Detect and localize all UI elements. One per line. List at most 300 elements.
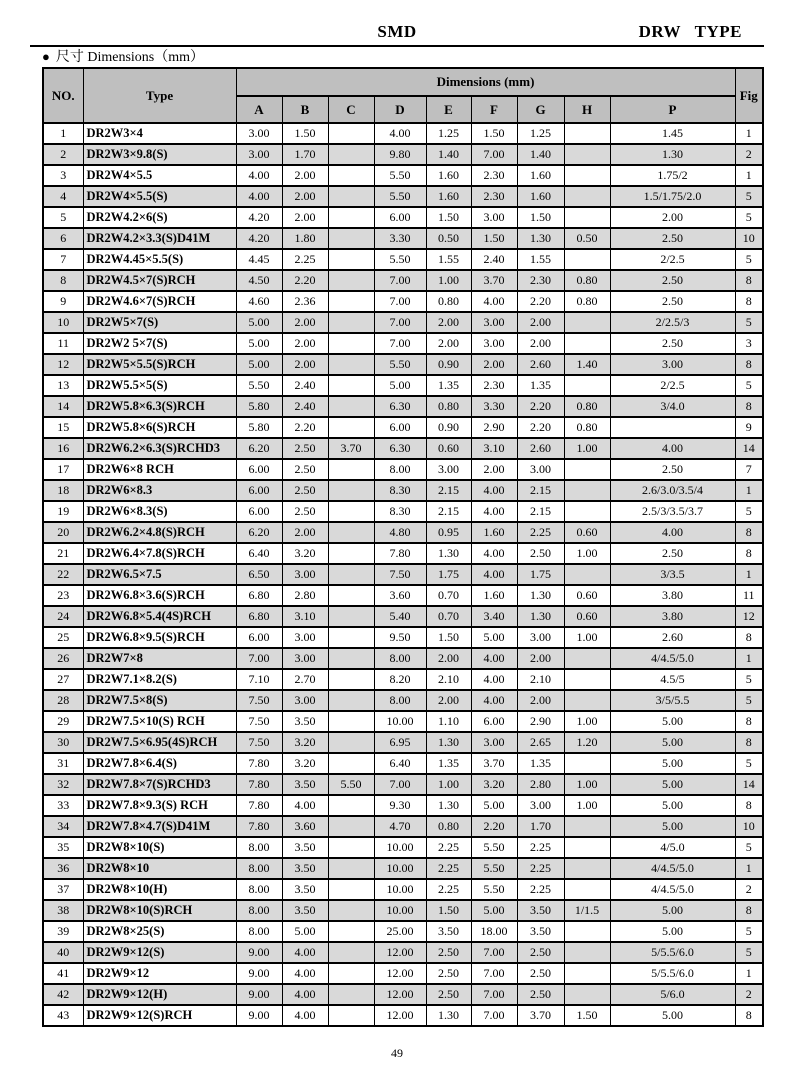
cell-g: 1.70 — [517, 816, 564, 837]
cell-g: 2.10 — [517, 669, 564, 690]
cell-fig: 1 — [735, 123, 763, 144]
cell-fig: 1 — [735, 963, 763, 984]
cell-d: 8.20 — [374, 669, 426, 690]
cell-no: 37 — [43, 879, 83, 900]
cell-c — [328, 522, 374, 543]
cell-type: DR2W9×12(H) — [83, 984, 236, 1005]
cell-d: 10.00 — [374, 711, 426, 732]
cell-type: DR2W5.5×5(S) — [83, 375, 236, 396]
cell-g: 2.50 — [517, 543, 564, 564]
cell-e: 2.25 — [426, 858, 471, 879]
table-row — [43, 732, 763, 753]
cell-b: 3.00 — [282, 690, 328, 711]
cell-c — [328, 564, 374, 585]
table-row — [43, 417, 763, 438]
cell-fig: 1 — [735, 564, 763, 585]
cell-type: DR2W4×5.5(S) — [83, 186, 236, 207]
cell-type: DR2W7.5×8(S) — [83, 690, 236, 711]
cell-a: 5.00 — [236, 354, 282, 375]
cell-a: 5.00 — [236, 333, 282, 354]
cell-g: 1.35 — [517, 753, 564, 774]
table-row — [43, 1005, 763, 1026]
cell-e: 1.60 — [426, 186, 471, 207]
cell-h — [564, 333, 610, 354]
cell-e: 2.50 — [426, 984, 471, 1005]
cell-b: 4.00 — [282, 984, 328, 1005]
cell-b: 1.50 — [282, 123, 328, 144]
cell-fig: 5 — [735, 375, 763, 396]
page-header — [30, 22, 764, 44]
cell-e: 0.90 — [426, 417, 471, 438]
cell-d: 12.00 — [374, 963, 426, 984]
cell-fig: 8 — [735, 1005, 763, 1026]
cell-f: 4.00 — [471, 690, 517, 711]
cell-p: 2.50 — [610, 291, 735, 312]
table-row — [43, 522, 763, 543]
cell-fig: 8 — [735, 354, 763, 375]
cell-b: 3.20 — [282, 543, 328, 564]
cell-b: 2.20 — [282, 270, 328, 291]
cell-no: 36 — [43, 858, 83, 879]
cell-h: 1.00 — [564, 795, 610, 816]
cell-a: 3.00 — [236, 144, 282, 165]
cell-g: 1.40 — [517, 144, 564, 165]
cell-a: 7.50 — [236, 732, 282, 753]
table-row — [43, 396, 763, 417]
cell-fig: 9 — [735, 417, 763, 438]
cell-type: DR2W4.2×6(S) — [83, 207, 236, 228]
cell-p: 3/4.0 — [610, 396, 735, 417]
section-title-text: 尺寸 Dimensions（mm） — [55, 50, 205, 65]
cell-d: 10.00 — [374, 879, 426, 900]
cell-e: 0.95 — [426, 522, 471, 543]
cell-h: 1.00 — [564, 543, 610, 564]
cell-p: 1.45 — [610, 123, 735, 144]
cell-type: DR2W7.5×6.95(4S)RCH — [83, 732, 236, 753]
cell-p: 2/2.5/3 — [610, 312, 735, 333]
cell-no: 5 — [43, 207, 83, 228]
cell-e: 0.50 — [426, 228, 471, 249]
cell-c — [328, 690, 374, 711]
cell-b: 3.00 — [282, 627, 328, 648]
cell-p: 5/5.5/6.0 — [610, 942, 735, 963]
cell-h: 1.00 — [564, 774, 610, 795]
cell-h — [564, 207, 610, 228]
cell-h — [564, 144, 610, 165]
cell-type: DR2W7.8×6.4(S) — [83, 753, 236, 774]
cell-f: 2.30 — [471, 165, 517, 186]
cell-b: 1.80 — [282, 228, 328, 249]
cell-c — [328, 711, 374, 732]
cell-no: 32 — [43, 774, 83, 795]
cell-c — [328, 984, 374, 1005]
cell-e: 0.80 — [426, 816, 471, 837]
cell-d: 6.30 — [374, 438, 426, 459]
cell-c — [328, 354, 374, 375]
header-group-row — [43, 68, 763, 96]
cell-p: 5/6.0 — [610, 984, 735, 1005]
cell-fig: 8 — [735, 795, 763, 816]
cell-f: 4.00 — [471, 543, 517, 564]
cell-h — [564, 186, 610, 207]
cell-p — [610, 417, 735, 438]
table-row — [43, 375, 763, 396]
cell-d: 7.00 — [374, 291, 426, 312]
cell-c — [328, 543, 374, 564]
cell-no: 29 — [43, 711, 83, 732]
cell-b: 3.50 — [282, 774, 328, 795]
cell-p: 4.5/5 — [610, 669, 735, 690]
cell-b: 2.50 — [282, 459, 328, 480]
cell-d: 12.00 — [374, 942, 426, 963]
cell-a: 6.00 — [236, 627, 282, 648]
cell-no: 34 — [43, 816, 83, 837]
cell-f: 2.00 — [471, 459, 517, 480]
cell-h — [564, 690, 610, 711]
table-row — [43, 669, 763, 690]
cell-type: DR2W6.8×3.6(S)RCH — [83, 585, 236, 606]
cell-c — [328, 165, 374, 186]
cell-e: 1.00 — [426, 774, 471, 795]
cell-p: 2.5/3/3.5/3.7 — [610, 501, 735, 522]
cell-d: 7.80 — [374, 543, 426, 564]
cell-b: 2.25 — [282, 249, 328, 270]
cell-c — [328, 228, 374, 249]
cell-p: 2.00 — [610, 207, 735, 228]
cell-g: 2.00 — [517, 312, 564, 333]
cell-e: 1.40 — [426, 144, 471, 165]
cell-type: DR2W6×8 RCH — [83, 459, 236, 480]
cell-g: 2.00 — [517, 648, 564, 669]
cell-type: DR2W3×9.8(S) — [83, 144, 236, 165]
cell-c — [328, 480, 374, 501]
cell-h: 1.00 — [564, 711, 610, 732]
cell-p: 1.30 — [610, 144, 735, 165]
cell-d: 5.40 — [374, 606, 426, 627]
table-row — [43, 858, 763, 879]
cell-fig: 8 — [735, 543, 763, 564]
cell-c — [328, 795, 374, 816]
cell-no: 18 — [43, 480, 83, 501]
cell-type: DR2W7.1×8.2(S) — [83, 669, 236, 690]
cell-p: 5.00 — [610, 774, 735, 795]
cell-a: 6.40 — [236, 543, 282, 564]
cell-no: 17 — [43, 459, 83, 480]
cell-d: 3.30 — [374, 228, 426, 249]
cell-f: 4.00 — [471, 291, 517, 312]
cell-no: 14 — [43, 396, 83, 417]
cell-f: 3.00 — [471, 312, 517, 333]
cell-e: 2.50 — [426, 942, 471, 963]
cell-p: 2.6/3.0/3.5/4 — [610, 480, 735, 501]
cell-c — [328, 312, 374, 333]
cell-p: 2.50 — [610, 228, 735, 249]
table-row — [43, 648, 763, 669]
cell-type: DR2W6.8×9.5(S)RCH — [83, 627, 236, 648]
dim-column-header: G — [517, 96, 564, 123]
cell-h — [564, 963, 610, 984]
cell-d: 12.00 — [374, 984, 426, 1005]
table-row — [43, 123, 763, 144]
cell-p: 3/5/5.5 — [610, 690, 735, 711]
cell-p: 3.80 — [610, 585, 735, 606]
cell-h: 1.00 — [564, 627, 610, 648]
cell-p: 2.50 — [610, 270, 735, 291]
header-center-title: SMD — [377, 22, 417, 41]
cell-b: 1.70 — [282, 144, 328, 165]
cell-no: 31 — [43, 753, 83, 774]
cell-c — [328, 921, 374, 942]
cell-c — [328, 249, 374, 270]
cell-fig: 14 — [735, 438, 763, 459]
cell-f: 7.00 — [471, 942, 517, 963]
cell-d: 12.00 — [374, 1005, 426, 1026]
cell-type: DR2W6.4×7.8(S)RCH — [83, 543, 236, 564]
table-row — [43, 144, 763, 165]
cell-b: 2.80 — [282, 585, 328, 606]
cell-f: 2.30 — [471, 186, 517, 207]
cell-no: 30 — [43, 732, 83, 753]
cell-no: 43 — [43, 1005, 83, 1026]
cell-fig: 8 — [735, 396, 763, 417]
cell-no: 23 — [43, 585, 83, 606]
cell-b: 2.00 — [282, 186, 328, 207]
cell-fig: 5 — [735, 942, 763, 963]
cell-p: 5.00 — [610, 753, 735, 774]
table-row — [43, 480, 763, 501]
table-row — [43, 207, 763, 228]
cell-g: 2.80 — [517, 774, 564, 795]
cell-fig: 11 — [735, 585, 763, 606]
cell-p: 5.00 — [610, 900, 735, 921]
cell-d: 4.00 — [374, 123, 426, 144]
cell-b: 2.50 — [282, 480, 328, 501]
cell-h — [564, 123, 610, 144]
cell-g: 2.20 — [517, 291, 564, 312]
column-header-fig: Fig — [735, 68, 763, 123]
cell-a: 8.00 — [236, 879, 282, 900]
cell-d: 10.00 — [374, 837, 426, 858]
cell-b: 3.20 — [282, 753, 328, 774]
cell-g: 2.15 — [517, 480, 564, 501]
cell-p: 1.75/2 — [610, 165, 735, 186]
cell-fig: 1 — [735, 165, 763, 186]
cell-a: 6.20 — [236, 522, 282, 543]
cell-p: 5.00 — [610, 795, 735, 816]
cell-e: 1.55 — [426, 249, 471, 270]
cell-d: 9.80 — [374, 144, 426, 165]
cell-p: 4.00 — [610, 438, 735, 459]
cell-fig: 5 — [735, 207, 763, 228]
cell-no: 41 — [43, 963, 83, 984]
cell-a: 6.50 — [236, 564, 282, 585]
cell-d: 5.00 — [374, 375, 426, 396]
cell-no: 22 — [43, 564, 83, 585]
cell-type: DR2W5.8×6(S)RCH — [83, 417, 236, 438]
cell-f: 7.00 — [471, 1005, 517, 1026]
cell-g: 2.50 — [517, 963, 564, 984]
cell-g: 2.25 — [517, 879, 564, 900]
cell-a: 9.00 — [236, 984, 282, 1005]
table-row — [43, 984, 763, 1005]
cell-fig: 5 — [735, 249, 763, 270]
cell-b: 2.00 — [282, 333, 328, 354]
cell-g: 1.30 — [517, 228, 564, 249]
cell-e: 3.00 — [426, 459, 471, 480]
cell-f: 3.70 — [471, 753, 517, 774]
table-row — [43, 186, 763, 207]
cell-e: 1.50 — [426, 627, 471, 648]
cell-c — [328, 585, 374, 606]
cell-g: 1.25 — [517, 123, 564, 144]
cell-f: 2.40 — [471, 249, 517, 270]
cell-p: 3/3.5 — [610, 564, 735, 585]
cell-fig: 5 — [735, 312, 763, 333]
cell-e: 1.30 — [426, 543, 471, 564]
cell-a: 5.80 — [236, 396, 282, 417]
cell-c — [328, 417, 374, 438]
cell-p: 2.50 — [610, 333, 735, 354]
cell-no: 12 — [43, 354, 83, 375]
cell-fig: 8 — [735, 627, 763, 648]
cell-d: 8.00 — [374, 690, 426, 711]
cell-no: 42 — [43, 984, 83, 1005]
cell-no: 4 — [43, 186, 83, 207]
cell-fig: 10 — [735, 228, 763, 249]
cell-type: DR2W9×12 — [83, 963, 236, 984]
cell-e: 1.00 — [426, 270, 471, 291]
cell-f: 4.00 — [471, 501, 517, 522]
cell-e: 0.90 — [426, 354, 471, 375]
cell-e: 1.35 — [426, 375, 471, 396]
table-row — [43, 879, 763, 900]
cell-h — [564, 837, 610, 858]
cell-d: 9.50 — [374, 627, 426, 648]
cell-b: 5.00 — [282, 921, 328, 942]
cell-p: 5.00 — [610, 711, 735, 732]
cell-c — [328, 837, 374, 858]
cell-p: 5.00 — [610, 816, 735, 837]
cell-p: 2/2.5 — [610, 249, 735, 270]
cell-fig: 8 — [735, 291, 763, 312]
cell-h — [564, 165, 610, 186]
cell-e: 2.50 — [426, 963, 471, 984]
cell-type: DR2W4.45×5.5(S) — [83, 249, 236, 270]
table-row — [43, 963, 763, 984]
table-row — [43, 627, 763, 648]
cell-no: 28 — [43, 690, 83, 711]
column-header-type: Type — [83, 68, 236, 123]
cell-h — [564, 564, 610, 585]
page-number: 49 — [391, 1046, 403, 1060]
cell-fig: 1 — [735, 858, 763, 879]
cell-p: 4/4.5/5.0 — [610, 879, 735, 900]
cell-no: 26 — [43, 648, 83, 669]
cell-g: 1.60 — [517, 186, 564, 207]
cell-a: 9.00 — [236, 942, 282, 963]
cell-b: 4.00 — [282, 795, 328, 816]
cell-b: 2.50 — [282, 438, 328, 459]
cell-e: 1.50 — [426, 207, 471, 228]
cell-b: 4.00 — [282, 1005, 328, 1026]
cell-e: 1.25 — [426, 123, 471, 144]
table-body — [43, 123, 763, 1026]
cell-no: 8 — [43, 270, 83, 291]
table-row — [43, 942, 763, 963]
cell-type: DR2W6.2×6.3(S)RCHD3 — [83, 438, 236, 459]
cell-type: DR2W4×5.5 — [83, 165, 236, 186]
cell-c — [328, 459, 374, 480]
cell-g: 2.90 — [517, 711, 564, 732]
cell-f: 5.50 — [471, 837, 517, 858]
table-row — [43, 333, 763, 354]
cell-h — [564, 249, 610, 270]
cell-g: 2.65 — [517, 732, 564, 753]
cell-f: 3.70 — [471, 270, 517, 291]
cell-c — [328, 396, 374, 417]
cell-b: 2.50 — [282, 501, 328, 522]
cell-c — [328, 375, 374, 396]
table-row — [43, 900, 763, 921]
cell-fig: 12 — [735, 606, 763, 627]
cell-fig: 3 — [735, 333, 763, 354]
cell-h: 0.50 — [564, 228, 610, 249]
cell-fig: 8 — [735, 711, 763, 732]
cell-type: DR2W5.8×6.3(S)RCH — [83, 396, 236, 417]
cell-e: 1.60 — [426, 165, 471, 186]
cell-no: 38 — [43, 900, 83, 921]
dim-column-header: F — [471, 96, 517, 123]
cell-d: 10.00 — [374, 858, 426, 879]
cell-no: 21 — [43, 543, 83, 564]
dim-column-header: P — [610, 96, 735, 123]
table-row — [43, 837, 763, 858]
cell-type: DR2W8×10 — [83, 858, 236, 879]
cell-c — [328, 732, 374, 753]
cell-c — [328, 753, 374, 774]
cell-no: 33 — [43, 795, 83, 816]
cell-h — [564, 753, 610, 774]
dimensions-table — [42, 67, 764, 1027]
cell-p: 4/5.0 — [610, 837, 735, 858]
cell-f: 4.00 — [471, 648, 517, 669]
cell-g: 2.15 — [517, 501, 564, 522]
cell-f: 2.00 — [471, 354, 517, 375]
cell-a: 7.10 — [236, 669, 282, 690]
dim-column-header: D — [374, 96, 426, 123]
cell-a: 7.80 — [236, 774, 282, 795]
bullet-icon: ● — [42, 49, 50, 64]
cell-f: 1.50 — [471, 123, 517, 144]
cell-f: 1.50 — [471, 228, 517, 249]
cell-a: 4.45 — [236, 249, 282, 270]
cell-b: 3.00 — [282, 648, 328, 669]
cell-no: 25 — [43, 627, 83, 648]
header-right-title: DRW TYPE — [638, 22, 742, 41]
cell-type: DR2W2 5×7(S) — [83, 333, 236, 354]
cell-p: 4.00 — [610, 522, 735, 543]
dim-column-header: C — [328, 96, 374, 123]
cell-f: 2.30 — [471, 375, 517, 396]
cell-a: 7.80 — [236, 753, 282, 774]
cell-e: 2.00 — [426, 333, 471, 354]
cell-type: DR2W6.8×5.4(4S)RCH — [83, 606, 236, 627]
cell-g: 3.00 — [517, 795, 564, 816]
cell-a: 8.00 — [236, 921, 282, 942]
cell-g: 1.60 — [517, 165, 564, 186]
cell-d: 8.30 — [374, 501, 426, 522]
table-row — [43, 438, 763, 459]
